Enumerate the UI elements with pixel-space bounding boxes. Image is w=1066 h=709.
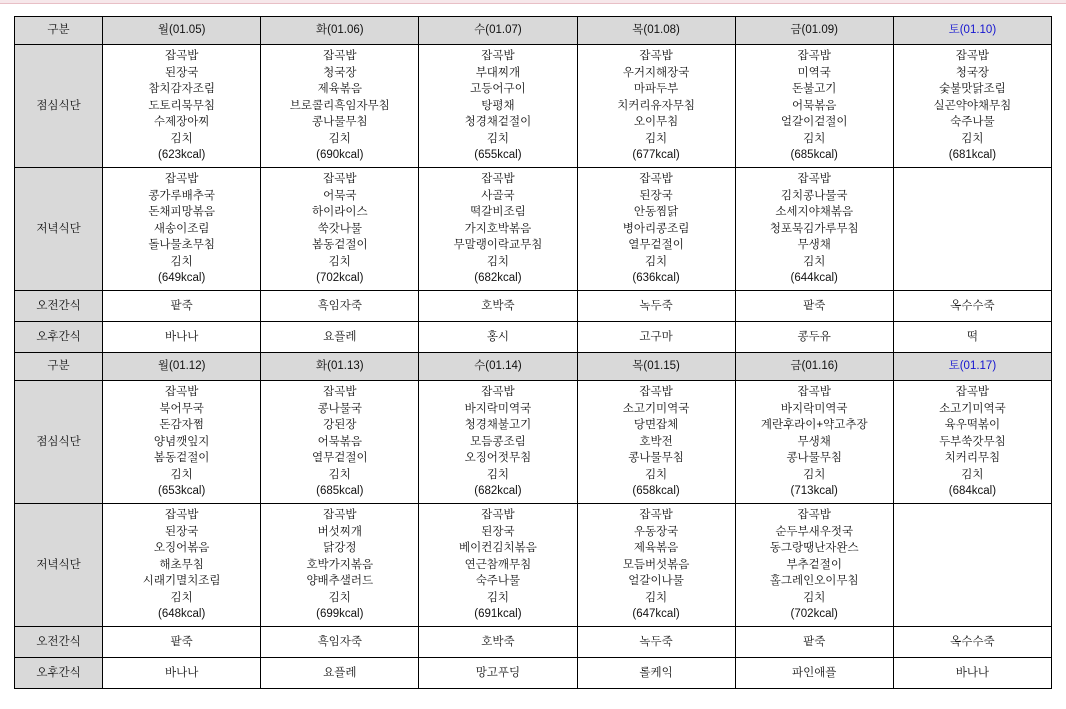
dinner-cell [735,504,893,627]
table-row [15,45,1052,168]
menu-line: 김치 [328,255,351,268]
dinner-cell [577,504,735,627]
menu-line: 숯불맛닭조림 [939,83,1006,96]
menu-line: 탕평채 [481,99,515,112]
menu-line: 소세지야채볶음 [775,206,854,219]
column-header-day: 금(01.09) [735,17,893,45]
menu-line: 연근참깨무침 [464,558,532,571]
menu-line: 사골국 [481,189,515,202]
morning-snack-cell: 옥수수죽 [893,291,1051,322]
menu-line: (699kcal) [316,608,364,621]
menu-line: 김치 [170,468,193,481]
row-label-morning_snack: 오전간식 [15,627,103,658]
menu-line: 북어무국 [159,402,204,415]
header-label-cell: 구분 [15,17,103,45]
menu-line: 무생채 [797,435,831,448]
menu-line: 강된장 [323,419,357,432]
menu-line: 잡곡밥 [797,50,831,63]
header-label-cell: 구분 [15,353,103,381]
menu-line: 잡곡밥 [481,173,515,186]
menu-line: 김치 [486,468,510,481]
afternoon-snack-cell: 홍시 [419,322,577,353]
menu-line: 김치 [961,132,984,145]
meal-plan-body [15,17,1052,689]
menu-line: 모듬콩조림 [470,435,526,448]
menu-line: 오이무침 [633,116,679,129]
column-header-day: 월(01.12) [103,353,261,381]
menu-line: (623kcal) [157,149,206,162]
menu-line: (684kcal) [948,485,997,498]
menu-line: 양념깻잎지 [153,435,210,448]
menu-line: 김치 [170,255,193,268]
menu-line: 잡곡밥 [481,509,515,522]
menu-line: 청경채불고기 [464,419,532,432]
menu-line: 잡곡밥 [164,173,199,186]
menu-line: 육우떡볶이 [944,419,1001,432]
menu-line: 바지락미역국 [780,402,848,415]
menu-line: 된장국 [164,66,199,79]
menu-line: 제육볶음 [317,83,362,96]
menu-line: 어묵국 [323,189,357,202]
menu-line: 잡곡밥 [639,173,673,186]
menu-line: 새송이조림 [153,222,210,235]
morning-snack-cell: 옥수수죽 [893,627,1051,658]
menu-line: 하이라이스 [312,206,368,219]
menu-line: 잡곡밥 [639,50,673,63]
menu-line: 청포묵김가루무침 [769,222,859,235]
menu-line: 잡곡밥 [164,509,199,522]
dinner-cell [103,504,261,627]
lunch-cell [419,381,577,504]
menu-line: 잡곡밥 [481,386,515,399]
table-row [15,627,1052,658]
menu-line: 순두부새우젓국 [775,525,854,538]
menu-line: 콩나물무침 [628,452,684,465]
dinner-cell [419,168,577,291]
column-header-day: 수(01.14) [419,353,577,381]
menu-line: (647kcal) [632,608,680,621]
column-header-day: 화(01.06) [261,17,419,45]
menu-line: 도토리묵무침 [148,99,215,112]
menu-line: 김치 [803,132,826,145]
menu-line: 어묵볶음 [317,435,362,448]
menu-line: 소고기미역국 [622,402,690,415]
row-label-afternoon_snack: 오후간식 [15,322,103,353]
meal-plan-table [14,16,1052,689]
menu-line: 무생채 [797,239,831,252]
menu-line: 오징어볶음 [153,542,210,555]
lunch-cell [735,45,893,168]
menu-line: 김치 [644,591,668,604]
menu-line: 계란후라이+약고추장 [760,419,868,432]
morning-snack-cell: 녹두죽 [577,291,735,322]
menu-line: 고등어구이 [470,83,526,96]
dinner-cell [893,168,1051,291]
lunch-cell [103,45,261,168]
menu-line: 숙주나물 [950,116,995,129]
dinner-cell [261,168,419,291]
dinner-cell [893,504,1051,627]
menu-line: 해초무침 [159,558,204,571]
menu-line: 시래기멸치조림 [142,575,221,588]
menu-line: 콩나물무침 [312,116,368,129]
menu-line: 김치 [328,591,351,604]
menu-line: 잡곡밥 [639,509,673,522]
menu-line: 봄동겉절이 [153,452,210,465]
afternoon-snack-cell: 고구마 [577,322,735,353]
lunch-cell [261,45,419,168]
menu-line: 부대찌개 [475,66,521,79]
menu-line: (636kcal) [632,272,680,285]
menu-line: 버섯찌개 [317,525,362,538]
morning-snack-cell: 팥죽 [735,627,893,658]
menu-line: 마파두부 [633,83,679,96]
menu-line: 김치 [803,255,826,268]
afternoon-snack-cell: 요플레 [261,658,419,689]
menu-line: 김치 [170,132,193,145]
column-header-day: 월(01.05) [103,17,261,45]
afternoon-snack-cell: 바나나 [103,658,261,689]
menu-line: 어묵볶음 [791,99,837,112]
menu-line: 양배추샐러드 [306,575,374,588]
menu-line: (691kcal) [474,608,522,621]
dinner-cell [261,504,419,627]
menu-line: 미역국 [797,66,831,79]
menu-line: (690kcal) [316,149,364,162]
row-label-afternoon_snack: 오후간식 [15,658,103,689]
menu-line: (649kcal) [157,272,206,285]
morning-snack-cell: 팥죽 [103,291,261,322]
menu-line: 잡곡밥 [164,386,199,399]
menu-line: 수제장아찌 [153,116,210,129]
afternoon-snack-cell: 바나나 [103,322,261,353]
menu-line: 김치 [328,468,351,481]
menu-line: 잡곡밥 [481,50,515,63]
menu-line: 닭강정 [323,542,357,555]
lunch-cell [577,381,735,504]
afternoon-snack-cell: 바나나 [893,658,1051,689]
menu-line: 참치감자조림 [148,83,215,96]
menu-line: 김치 [803,468,826,481]
row-label-lunch: 점심식단 [15,381,103,504]
menu-line: 우동장국 [633,525,679,538]
row-label-lunch: 점심식단 [15,45,103,168]
menu-line: 김치 [644,468,668,481]
menu-line: 청경채겉절이 [464,116,532,129]
menu-line: (713kcal) [790,485,838,498]
menu-line: 돈채피망볶음 [148,206,215,219]
menu-line: 가지호박볶음 [464,222,532,235]
meal-plan-sheet [14,16,1052,689]
column-header-day: 토(01.10) [893,17,1051,45]
menu-line: (685kcal) [790,149,838,162]
menu-line: 된장국 [639,189,673,202]
menu-line: (658kcal) [632,485,680,498]
menu-line: 김치 [644,132,668,145]
lunch-cell [893,381,1051,504]
menu-line: 잡곡밥 [323,509,357,522]
menu-line: 홀그레인오이무침 [769,575,859,588]
menu-line: (681kcal) [948,149,997,162]
menu-line: 두부쑥갓무침 [939,435,1006,448]
menu-line: 호박가지볶음 [306,558,374,571]
dinner-cell [577,168,735,291]
table-row [15,504,1052,627]
menu-line: 안동찜닭 [633,206,679,219]
menu-line: 잡곡밥 [164,50,199,63]
table-header-row [15,17,1052,45]
menu-line: 병아리콩조림 [622,222,690,235]
row-label-dinner: 저녁식단 [15,168,103,291]
menu-line: 베이컨김치볶음 [459,542,537,555]
menu-line: (648kcal) [157,608,206,621]
menu-line: 브로콜리흑임자무침 [289,99,390,112]
menu-line: 바지락미역국 [464,402,532,415]
morning-snack-cell: 흑임자죽 [261,627,419,658]
menu-line: (653kcal) [157,485,206,498]
menu-line: 숙주나물 [475,575,521,588]
menu-line: 김치 [486,591,510,604]
lunch-cell [419,45,577,168]
afternoon-snack-cell: 롤케익 [577,658,735,689]
menu-line: 우거지해장국 [622,66,690,79]
top-decorative-rule [0,0,1066,4]
row-label-morning_snack: 오전간식 [15,291,103,322]
menu-line: 모듬버섯볶음 [622,558,690,571]
column-header-day: 목(01.08) [577,17,735,45]
menu-line: 치커리무침 [944,452,1001,465]
afternoon-snack-cell: 요플레 [261,322,419,353]
menu-line: 김치 [328,132,351,145]
menu-line: 봄동겉절이 [312,239,368,252]
menu-line: 콩나물무침 [786,452,842,465]
afternoon-snack-cell: 망고푸딩 [419,658,577,689]
menu-line: 돈불고기 [791,83,837,96]
menu-line: 잡곡밥 [323,50,357,63]
menu-line: 오징어젓무침 [464,452,532,465]
menu-line: 떡갈비조림 [470,206,526,219]
menu-line: 돈감자쩜 [159,419,204,432]
menu-line: 잡곡밥 [797,509,831,522]
menu-line: 콩나물국 [317,402,362,415]
menu-line: 김치 [486,132,510,145]
menu-line: 김치 [961,468,984,481]
menu-line: 김치 [486,255,510,268]
table-row [15,381,1052,504]
table-header-row [15,353,1052,381]
lunch-cell [577,45,735,168]
column-header-day: 금(01.16) [735,353,893,381]
table-row [15,658,1052,689]
menu-line: 된장국 [164,525,199,538]
morning-snack-cell: 팥죽 [103,627,261,658]
menu-line: 잡곡밥 [323,173,357,186]
morning-snack-cell: 흑임자죽 [261,291,419,322]
menu-line: 잡곡밥 [955,386,990,399]
menu-line: 콩가루배추국 [148,189,215,202]
menu-line: 호박전 [639,435,673,448]
table-row [15,168,1052,291]
menu-line: 잡곡밥 [955,50,990,63]
menu-line: 김치콩나물국 [780,189,848,202]
lunch-cell [893,45,1051,168]
menu-line: 쑥갓나물 [317,222,362,235]
afternoon-snack-cell: 떡 [893,322,1051,353]
menu-line: 잡곡밥 [639,386,673,399]
lunch-cell [103,381,261,504]
morning-snack-cell: 팥죽 [735,291,893,322]
table-row [15,291,1052,322]
menu-line: (682kcal) [474,272,522,285]
menu-line: 잡곡밥 [797,386,831,399]
menu-line: 동그랑땡난자완스 [769,542,859,555]
column-header-day: 토(01.17) [893,353,1051,381]
table-row [15,322,1052,353]
lunch-cell [261,381,419,504]
menu-line: 당면잡체 [633,419,679,432]
morning-snack-cell: 녹두죽 [577,627,735,658]
menu-line: 된장국 [481,525,515,538]
menu-line: (682kcal) [474,485,522,498]
menu-line: 부추겉절이 [786,558,842,571]
dinner-cell [419,504,577,627]
menu-line: (685kcal) [316,485,364,498]
column-header-day: 수(01.07) [419,17,577,45]
menu-line: 김치 [170,591,193,604]
dinner-cell [103,168,261,291]
menu-line: 청국장 [955,66,990,79]
menu-line: 김치 [644,255,668,268]
lunch-cell [735,381,893,504]
menu-line: 김치 [803,591,826,604]
menu-line: 소고기미역국 [939,402,1006,415]
menu-line: 청국장 [323,66,357,79]
menu-line: 열무겉절이 [312,452,368,465]
row-label-dinner: 저녁식단 [15,504,103,627]
column-header-day: 목(01.15) [577,353,735,381]
dinner-cell [735,168,893,291]
menu-line: 얼갈이겉절이 [780,116,848,129]
afternoon-snack-cell: 콩두유 [735,322,893,353]
afternoon-snack-cell: 파인애플 [735,658,893,689]
menu-line: 돌나물초무침 [148,239,215,252]
menu-line: 얼갈이나물 [628,575,684,588]
menu-line: (655kcal) [474,149,522,162]
menu-line: 실곤약야채무침 [933,99,1012,112]
menu-line: 잡곡밥 [797,173,831,186]
menu-line: 치커리유자무침 [617,99,695,112]
menu-line: 열무겉절이 [628,239,684,252]
morning-snack-cell: 호박죽 [419,627,577,658]
menu-line: (677kcal) [632,149,680,162]
menu-line: 잡곡밥 [323,386,357,399]
morning-snack-cell: 호박죽 [419,291,577,322]
menu-line: (702kcal) [316,272,364,285]
menu-line: 무말랭이락교무침 [453,239,543,252]
column-header-day: 화(01.13) [261,353,419,381]
menu-line: (702kcal) [790,608,838,621]
menu-line: (644kcal) [790,272,838,285]
menu-line: 제육볶음 [633,542,679,555]
